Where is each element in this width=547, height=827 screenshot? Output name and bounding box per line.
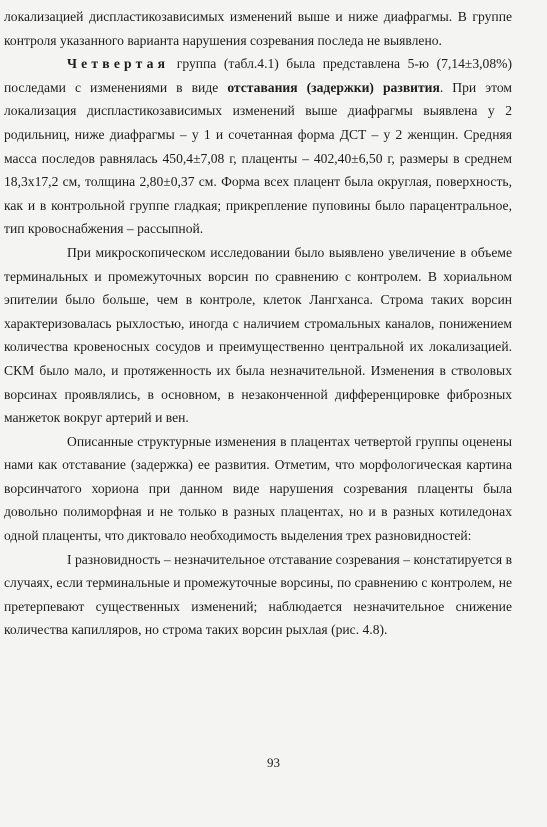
paragraph-2-text-b: . При этом локализация диспластикозависимых изменений выше диафрагмы выявлена у 2 родильниц, ниже диафрагмы – у 1 и сочетанная форма ДСТ – у 2 женщин. Средняя масса последов равнялась 450,4±7,08 г, плаценты – 402,40±6,50 г, размеры в среднем 18,3x17,2 см, толщина 2,80±0,37 см. Форма всех плацент была округлая, поверхность, как и в контрольной группе гладкая; прикрепление пуповины было парацентральное, тип кровоснабжения – рассыпной. (4, 79, 512, 237)
paragraph-3: При микроскопическом исследовании было выявлено увеличение в объеме терминальных и промежуточных ворсин по сравнению с контролем. В хориальном эпителии было больше, чем в контроле, клеток Лангханса. Строма таких ворсин характеризовалась рыхлостью, иногда с наличием стромальных каналов, понижением количества кровеносных сосудов и преимущественно центральной их локализацией. СКМ было мало, и протяженность их была незначительной. Изменения в стволовых ворсинах проявлялись, в основном, в незаконченной дифференцировке фиброзных манжеток вокруг артерий и вен. (4, 244, 512, 426)
paragraph-2 (4, 52, 512, 241)
paragraph-2-text-a: группа (табл.4.1) была представлена 5-ю (7,14±3,08%) последами с изменениями в виде (4, 56, 512, 95)
paragraph-5: I разновидность – незначительное отставание созревания – констатируется в случаях, если терминальные и промежуточные ворсины, по сравнению с контролем, не претерпевают существенных изменений; наблюдается незначительное снижение количества капилляров, но строма таких ворсин рыхлая (рис. 4.8). (4, 551, 512, 638)
paragraph-2-bold-term: отставания (задержки) развития (227, 79, 440, 95)
paragraph-4: Описанные структурные изменения в плацентах четвертой группы оценены нами как отставание (задержка) ее развития. Отметим, что морфологическая картина ворсинчатого хориона при данном виде нарушения созревания плаценты была довольно полиморфная и не только в разных плацентах, но и в разных котиледонах одной плаценты, что диктовало необходимость выделения трех разновидностей: (4, 433, 512, 544)
page-number: 93 (267, 755, 280, 770)
body-text (4, 5, 512, 642)
paragraph-1: локализацией диспластикозависимых изменений выше и ниже диафрагмы. В группе контроля указанного варианта нарушения созревания последа не выявлено. (4, 9, 512, 48)
group-heading: Четвертая (67, 56, 170, 72)
